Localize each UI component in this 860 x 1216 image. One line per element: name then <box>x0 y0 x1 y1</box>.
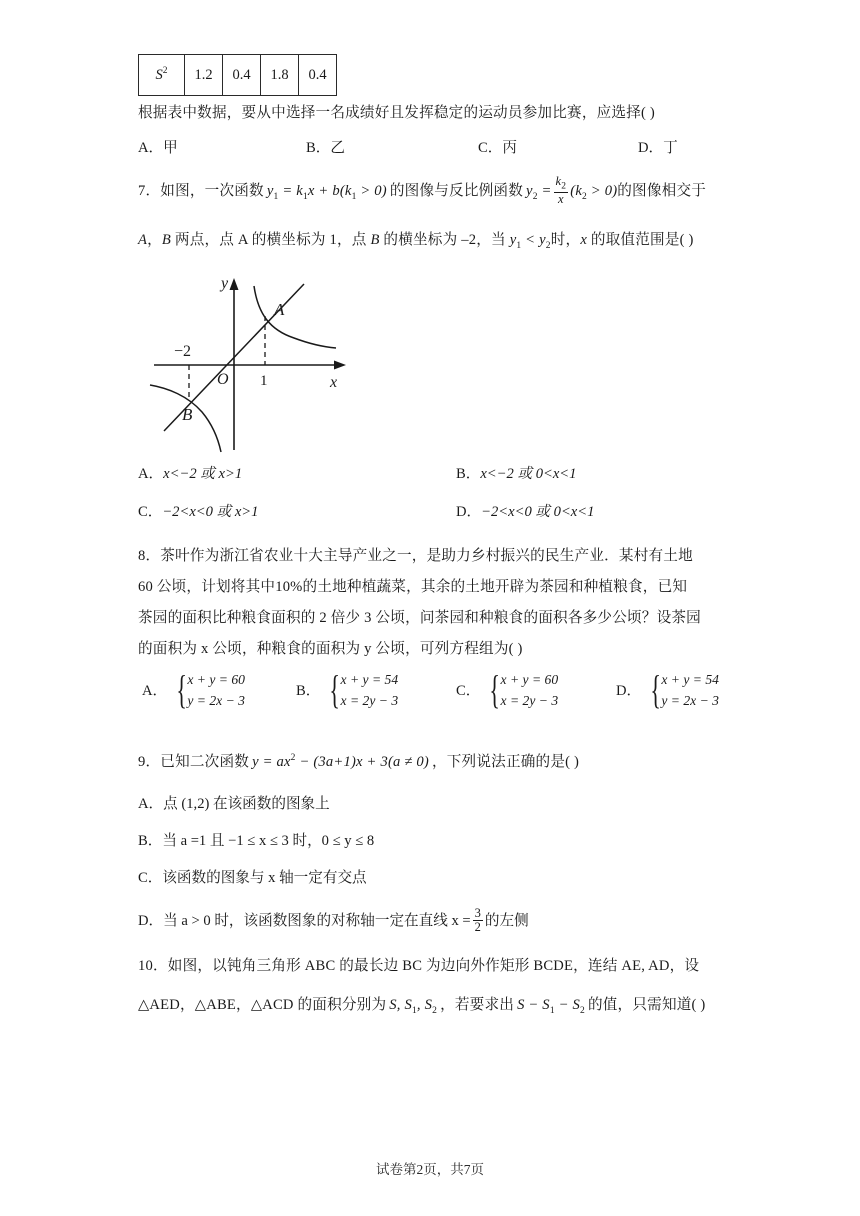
q9-option-a-text: 点 (1,2) 在该函数的图象上 <box>163 795 330 812</box>
q7-figure <box>146 268 376 453</box>
table-cell-value: 1.8 <box>261 55 299 96</box>
q6-option-b[interactable] <box>306 133 345 163</box>
y-axis-arrow <box>230 278 239 290</box>
point-b-label: B <box>182 404 193 424</box>
q9-option-d-fraction <box>473 907 483 934</box>
q8-option-d[interactable] <box>616 666 719 712</box>
q7-point-a-label: A <box>138 231 148 248</box>
q6-option-a[interactable] <box>138 133 178 163</box>
q7-option-c-text: −2<x<0 或 x>1 <box>162 503 259 520</box>
q9-option-a[interactable] <box>138 788 738 821</box>
q7-option-a[interactable] <box>138 459 242 489</box>
q8-option-d-eq2: y = 2x − 3 <box>661 692 719 708</box>
brace-icon: { <box>329 666 341 712</box>
q10-line1: 如图，以钝角三角形 ABC 的最长边 BC 为边向外作矩形 BCDE，连结 AE, AD，设 <box>167 957 700 974</box>
q7-inverse-function: $y_2$ = <box>526 183 552 202</box>
q9-stem-a: 已知二次函数 <box>160 753 250 770</box>
q7-stem-text-b: 的图像与反比例函数 <box>389 183 523 199</box>
q10-areas: S, $S_1$, $S_2$ <box>389 996 438 1016</box>
q8-option-c-eq1: x + y = 60 <box>500 671 559 687</box>
q7-fraction-denominator: x <box>554 192 569 206</box>
q10-line2-c: 的值，只需知道( ) <box>587 996 706 1013</box>
q9-quadratic-function: $y = ax^2 - (3a+1)x + 3(a \ne 0)$ <box>252 752 429 770</box>
q8-option-d-tag: D． <box>616 683 642 700</box>
q9-option-b[interactable] <box>138 825 738 858</box>
q6-option-b-tag: B． <box>306 140 331 156</box>
table-cell-value: 0.4 <box>223 55 261 96</box>
q9-option-c-tag: C． <box>138 869 163 886</box>
q7-option-b-tag: B． <box>456 465 481 482</box>
variance-exponent: 2 <box>162 66 168 77</box>
q9-option-c-text: 该函数的图象与 x 轴一定有交点 <box>162 869 367 886</box>
q8-stem-line-3: 茶园的面积比种粮食面积的 2 倍少 3 公顷，问茶园和种粮食的面积各多少公顷？设茶园 <box>138 609 701 626</box>
brace-icon: { <box>176 666 188 712</box>
q6-option-d-tag: D． <box>638 140 664 156</box>
q6-option-d-text: 丁 <box>663 140 678 156</box>
q9-option-d[interactable] <box>138 903 738 939</box>
q8-option-d-eq1: x + y = 54 <box>661 671 719 687</box>
q8-option-b-eq2: x = 2y − 3 <box>340 692 399 708</box>
hyperbola-branch-positive <box>254 286 336 348</box>
q7-option-d[interactable] <box>456 497 594 527</box>
page-content <box>138 46 738 1027</box>
q7-inverse-condition: $(k_2 > 0)$ <box>570 183 618 202</box>
table-row <box>139 55 337 96</box>
q9-number: 9． <box>138 753 161 770</box>
q9-option-b-tag: B． <box>138 832 163 849</box>
q7-coordinate-graph <box>146 268 376 453</box>
q7-fraction-numerator: $k_2$ <box>555 174 567 192</box>
variance-symbol: S <box>155 66 163 83</box>
page-footer: 试卷第2页，共7页 <box>376 1162 484 1177</box>
q8-stem-line-2: 60 公顷，计划将其中10%的土地种植蔬菜，其余的土地开辟为茶园和种植粮食，已知 <box>138 578 688 595</box>
q7-option-b[interactable] <box>456 459 576 489</box>
q9-option-a-tag: A． <box>138 795 164 812</box>
q8-option-c[interactable] <box>456 666 559 712</box>
brace-icon: { <box>489 666 501 712</box>
y-axis-label: y <box>221 274 229 292</box>
q7-option-b-text: x<−2 或 0<x<1 <box>480 465 577 482</box>
q6-option-a-text: 甲 <box>163 140 178 156</box>
q9-stem <box>138 743 738 778</box>
q7-linear-function: $y_1 = k_1x + b(k_1 > 0)$ <box>266 183 387 202</box>
q7-stem-line-2: A，B 两点，点 A 的横坐标为 1，点 B 的横坐标为 –2，当 $y_1 < y_2$时，x 的取值范围是( ) <box>138 231 694 251</box>
q8-option-a[interactable] <box>142 666 245 712</box>
q6-option-b-text: 乙 <box>330 140 345 156</box>
q6-option-d[interactable] <box>638 133 678 163</box>
q7-option-d-text: −2<x<0 或 0<x<1 <box>481 503 595 520</box>
q7-fraction <box>554 175 569 206</box>
x-axis-label: x <box>330 373 338 391</box>
x-tick-neg2-label: −2 <box>174 342 192 360</box>
q6-option-c[interactable] <box>478 133 517 163</box>
table-cell-label <box>139 55 185 96</box>
q9-stem-b: ，下列说法正确的是( ) <box>431 753 580 770</box>
q9-option-d-fraction-numerator: 3 <box>474 906 481 921</box>
q8-option-b-tag: B． <box>296 683 321 700</box>
q7-stem-text-a: 如图，一次函数 <box>160 183 264 199</box>
q8-option-a-eq2: y = 2x − 3 <box>187 692 245 708</box>
q10-line2-a: △AED，△ABE，△ACD 的面积分别为 <box>138 996 387 1013</box>
q7-point-b-label: B <box>161 231 172 248</box>
q8-option-b[interactable] <box>296 666 399 712</box>
q7-options-row-1 <box>138 459 738 489</box>
q9-option-d-fraction-denominator: 2 <box>474 919 481 934</box>
q7-option-d-tag: D． <box>456 503 482 520</box>
q8-option-b-eq1: x + y = 54 <box>340 671 399 687</box>
q6-stem: 根据表中数据，要从中选择一名成绩好且发挥稳定的运动员参加比赛，应选择( ) <box>138 105 655 121</box>
q7-options-row-2 <box>138 497 738 527</box>
q6-option-c-text: 丙 <box>502 140 517 156</box>
q10-line2-b: ，若要求出 <box>440 996 515 1013</box>
q7-number: 7． <box>138 183 161 199</box>
brace-icon: { <box>650 666 662 712</box>
q9-option-d-tag: D． <box>138 912 164 929</box>
table-cell-value: 1.2 <box>185 55 223 96</box>
q7-option-c[interactable] <box>138 497 258 527</box>
q8-options <box>138 666 738 725</box>
q7-inequality: $y_1 < y_2$ <box>509 231 551 251</box>
q8-number: 8． <box>138 547 161 564</box>
variance-table <box>138 54 337 96</box>
q8-option-a-eq1: x + y = 60 <box>187 671 245 687</box>
q10-number: 10． <box>138 957 168 974</box>
q7-option-a-tag: A． <box>138 465 164 482</box>
q10-stem-line-1 <box>138 951 738 982</box>
q7-stem-text-c: 的图像相交于 <box>617 183 707 199</box>
q10-stem-line-2 <box>138 990 738 1027</box>
x-tick-1-label: 1 <box>260 372 268 389</box>
q6-options <box>138 133 738 163</box>
q8-line1: 茶叶作为浙江省农业十大主导产业之一，是助力乡村振兴的民生产业．某村有土地 <box>160 547 693 564</box>
q10-expression: $S - S_1 - S_2$ <box>517 996 585 1016</box>
q8-option-a-tag: A． <box>142 683 168 700</box>
q8-stem-line-1 <box>138 541 738 572</box>
q8-stem-line-4: 的面积为 x 公顷，种粮食的面积为 y 公顷，可列方程组为( ) <box>138 640 523 657</box>
x-axis-arrow <box>334 360 346 369</box>
q9-option-c[interactable] <box>138 862 738 895</box>
point-a-label: A <box>274 299 285 319</box>
q9-option-b-text: 当 a =1 且 −1 ≤ x ≤ 3 时，0 ≤ y ≤ 8 <box>162 832 375 849</box>
q8-option-c-tag: C． <box>456 683 481 700</box>
q6-option-a-tag: A． <box>138 140 164 156</box>
q7-option-a-text: x<−2 或 x>1 <box>163 465 243 482</box>
origin-label: O <box>217 370 229 388</box>
q9-option-d-pre: 当 a > 0 时，该函数图象的对称轴一定在直线 x = <box>163 912 471 929</box>
q7-option-c-tag: C． <box>138 503 163 520</box>
q7-stem-line-1 <box>138 176 738 213</box>
q9-option-d-post: 的左侧 <box>484 912 529 929</box>
q8-option-c-eq2: x = 2y − 3 <box>500 692 559 708</box>
q6-option-c-tag: C． <box>478 140 503 156</box>
table-cell-value: 0.4 <box>299 55 337 96</box>
